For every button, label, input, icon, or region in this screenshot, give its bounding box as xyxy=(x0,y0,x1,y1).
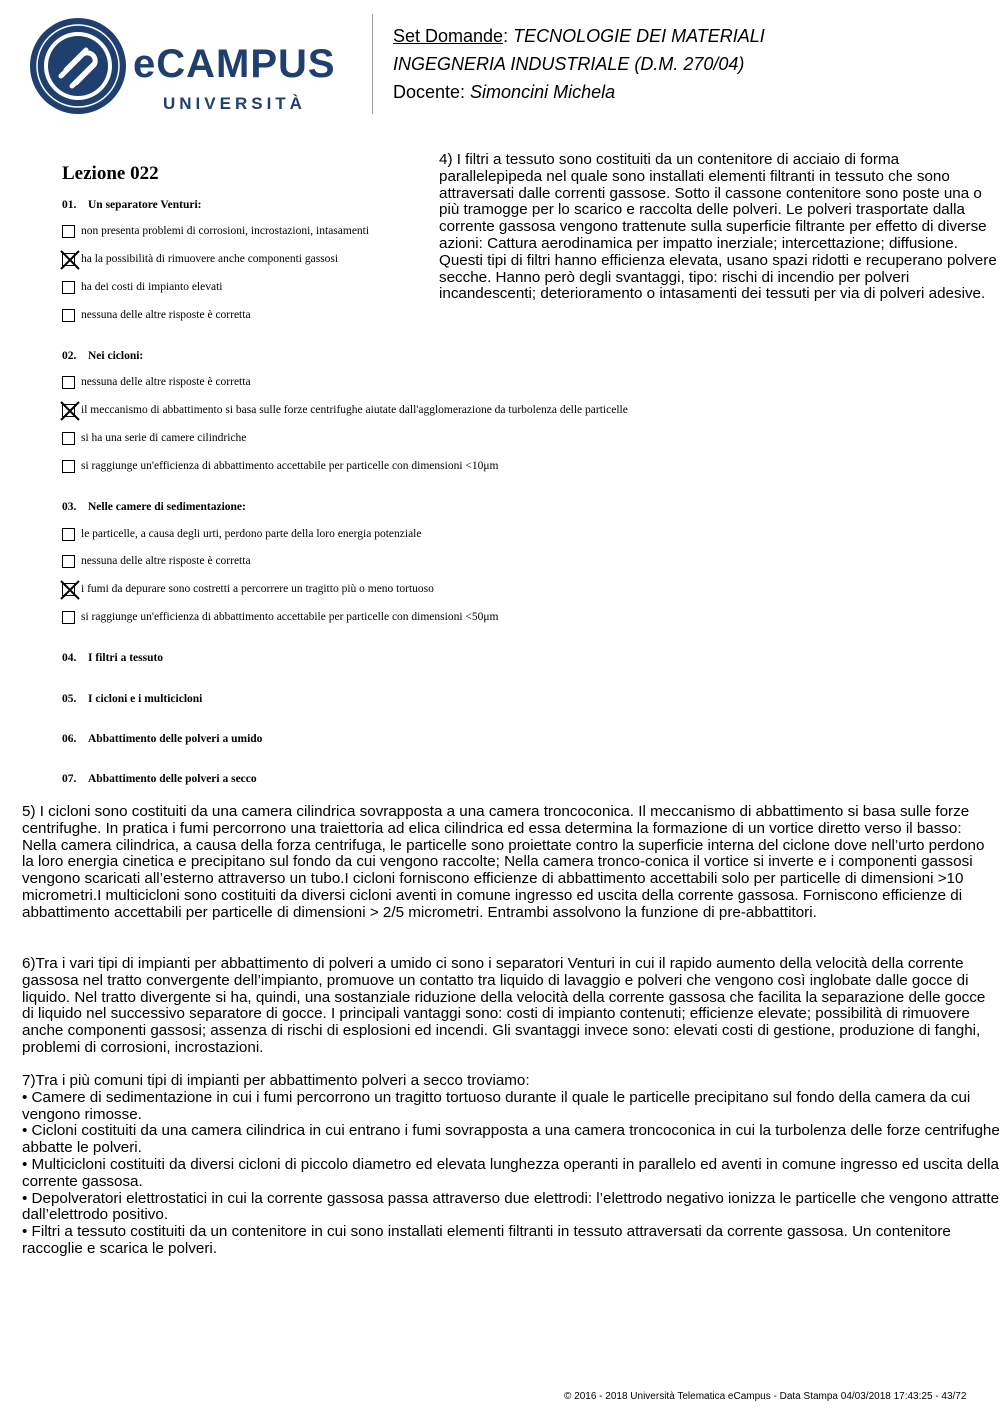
university-seal-icon xyxy=(28,16,128,116)
set-label: Set Domande xyxy=(393,26,504,46)
checkbox[interactable] xyxy=(62,528,75,541)
checkbox[interactable] xyxy=(62,432,75,445)
lesson-title: Lezione 022 xyxy=(62,163,159,184)
checkbox[interactable] xyxy=(62,376,75,389)
checkbox[interactable] xyxy=(62,309,75,322)
checkbox[interactable] xyxy=(62,225,75,238)
question-title: 07. Abbattimento delle polveri a secco xyxy=(62,773,257,785)
list-item: • Multicicloni costituiti da diversi cicloni di piccolo diametro ed elevata lunghezza operanti in parallelo ed aventi in comune ingresso ed uscita della corrente gassosa. xyxy=(22,1155,1000,1190)
list-item: • Filtri a tessuto costituiti da un contenitore in cui sono installati elementi filtranti in tessuto attraversati da corrente gassosa. Un contenitore raccoglie e scarica le polveri. xyxy=(22,1223,951,1257)
question-title: 05. I cicloni e i multicicloni xyxy=(62,693,203,705)
question-title: 01. Un separatore Venturi: xyxy=(62,199,202,211)
list-item: • Cicloni costituiti da una camera cilindrica in cui entrano i fumi sovrapposta a una camera troncoconica in cui la turbolenza delle forze centrifughe abbatte le polveri. xyxy=(22,1122,1000,1157)
header-info: Set Domande: TECNOLOGIE DEI MATERIALI INGEGNERIA INDUSTRIALE (D.M. 270/04) Docente: Simoncini Michela xyxy=(393,26,765,102)
header-divider xyxy=(372,14,373,114)
checkbox[interactable] xyxy=(62,281,75,294)
check-x-icon xyxy=(59,249,81,271)
list-item: • Camere di sedimentazione in cui i fumi percorrono un tragitto tortuoso durante il quale le particelle precipitano sul fondo della camera da cui vengono rimosse. xyxy=(22,1088,971,1123)
answer-4-text: 4) I filtri a tessuto sono costituiti da un contenitore di acciaio di forma parallelepipeda nel quale sono installati elementi filtranti in tessuto che sono attraversati dalle correnti gassose. Sotto il cassone contenitore sono poste una o più tramogge per lo scarico e raccolta delle polveri. Le polveri trasportate dalla corrente gassosa vengono trattenute sulla superficie filtrante per effetto di diverse azioni: Cattura aerodinamica per impatto inerziale; intercettazione; diffusione. Questi tipi di filtri hanno efficienza elevata, usano spazi ridotti e recuperano polvere secche. Hanno però degli svantaggi, tipo: rischi di incendio per polveri incandescenti; deterioramento o intasamenti dei tessuti per via di polveri adesive. xyxy=(439,151,997,303)
checkbox[interactable] xyxy=(62,555,75,568)
question-title: 06. Abbattimento delle polveri a umido xyxy=(62,733,263,745)
answer-5-text: 5) I cicloni sono costituiti da una camera cilindrica sovrapposta a una camera troncoconica. Il meccanismo di abbattimento si basa sulle forze centrifughe. In pratica i fumi percorrono una traiettoria ad elica cilindrica ed essa determina la formazione di un vortice diretto verso il basso: Nella camera cilindrica, a causa della forza centrifuga, le particelle sono proiettate contro la superficie interna del ciclone dove nell’urto perdono la loro energia cinetica e precipitano sul fondo da cui vengono raccolte; Nella camera tronco-conica il vortice si inverte e i componenti gassosi vengono scaricati all’esterno attraverso un tubo.I cicloni forniscono efficienze di abbattimento accettabili solo per particelle di dimensioni >10 micrometri.I multicicloni sono costituiti da diversi cicloni aventi in comune ingresso ed uscita della corrente gassosa. Forniscono efficienze di abbattimento accettabili per particelle di dimensioni > 2/5 micrometri. Entrambi assolvono la funzione di pre-abbattitori. xyxy=(22,803,985,921)
course-name: INGEGNERIA INDUSTRIALE (D.M. 270/04) xyxy=(393,54,745,74)
check-x-icon xyxy=(59,400,81,422)
ecampus-logo xyxy=(28,12,368,122)
answer-6-text: 6)Tra i vari tipi di impianti per abbattimento di polveri a umido ci sono i separatori Venturi in cui il rapido aumento della velocità della corrente gassosa nel tratto convergente dell’impianto, promuove un contatto tra liquido di lavaggio e polveri che vengono così inglobate dalle gocce di liquido. Nel tratto divergente si ha, quindi, una sostanziale riduzione della velocità della corrente gassosa che facilita la separazione delle gocce di liquido nel successivo separatore di gocce. I principali vantaggi sono: costi di impianto contenuti; efficienze elevate; possibilità di rimuovere anche componenti gassosi; assenza di rischi di esplosioni ed incendi. Gli svantaggi invece sono: elevati costi di gestione, produzione di fanghi, problemi di corrosioni, incrostazioni. xyxy=(22,955,986,1056)
brand-name: eCAMPUS xyxy=(133,42,336,86)
teacher-name: Simoncini Michela xyxy=(470,82,616,102)
list-item: • Depolveratori elettrostatici in cui la corrente gassosa passa attraverso due elettrodi: l’elettrodo negativo ionizza le particelle che vengono attratte dall’elettrodo positivo. xyxy=(22,1189,1000,1224)
set-value: TECNOLOGIE DEI MATERIALI xyxy=(513,26,765,46)
question-title: 02. Nei cicloni: xyxy=(62,350,144,362)
answer-7-block xyxy=(22,1073,1000,1258)
checkbox[interactable] xyxy=(62,611,75,624)
question-title: 04. I filtri a tessuto xyxy=(62,652,164,664)
teacher-label: Docente: xyxy=(393,82,471,102)
checkbox[interactable] xyxy=(62,460,75,473)
answer-7-intro: 7)Tra i più comuni tipi di impianti per abbattimento polveri a secco troviamo: xyxy=(22,1072,530,1089)
page-footer: © 2016 - 2018 Università Telematica eCampus - Data Stampa 04/03/2018 17:43:25 - 43/72 xyxy=(564,1391,967,1402)
check-x-icon xyxy=(59,579,81,601)
brand-subtitle: UNIVERSITÀ xyxy=(163,94,306,113)
question-title: 03. Nelle camere di sedimentazione: xyxy=(62,501,246,513)
